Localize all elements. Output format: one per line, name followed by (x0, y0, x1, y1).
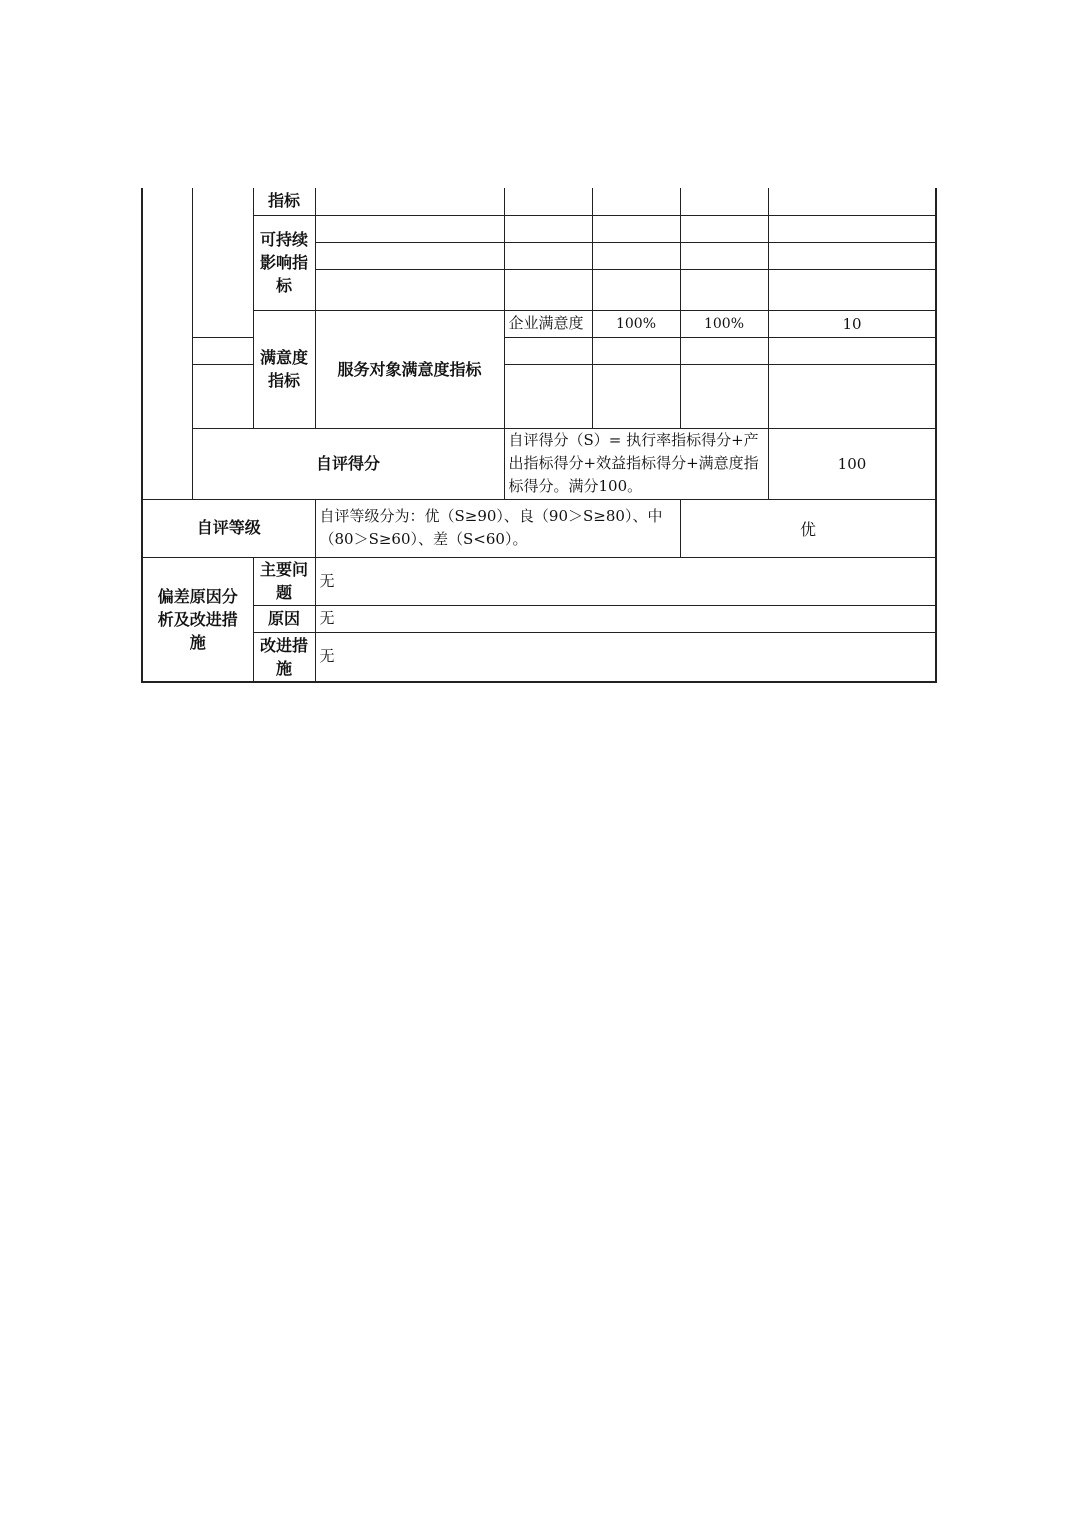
main-issue-value: 无 (315, 557, 936, 605)
score-cell (768, 337, 936, 364)
indicator-name-cell (192, 337, 253, 364)
table-row (142, 310, 936, 337)
actual-cell (592, 215, 680, 242)
indicator-name-cell (192, 364, 253, 428)
target-cell (504, 215, 592, 242)
score-cell (768, 215, 936, 242)
indicator-name-cell (315, 215, 504, 242)
table-row (142, 605, 936, 632)
table-row (142, 557, 936, 605)
target-cell (504, 269, 592, 310)
subcategory-cell-blank (192, 188, 253, 337)
actual-cell (592, 337, 680, 364)
weight-cell (680, 364, 768, 428)
actual-cell (592, 242, 680, 269)
target-cell (504, 337, 592, 364)
table-row (142, 188, 936, 215)
weight-cell (680, 215, 768, 242)
weight-cell (680, 242, 768, 269)
table-row (142, 632, 936, 682)
sustainability-indicator-label: 可持续影响指标 (253, 215, 315, 310)
weight-cell (680, 337, 768, 364)
enterprise-satisfaction-actual: 100% (680, 310, 768, 337)
table-row (142, 499, 936, 557)
indicator-name-cell (315, 242, 504, 269)
table-row (142, 215, 936, 242)
self-grade-rule: 自评等级分为：优（S≥90）、良（90＞S≥80）、中（80＞S≥60）、差（S<60）。 (315, 499, 680, 557)
table-row (142, 428, 936, 499)
actual-cell (592, 188, 680, 215)
main-issue-label: 主要问题 (253, 557, 315, 605)
enterprise-satisfaction-target: 100% (592, 310, 680, 337)
indicator-name-cell (315, 188, 504, 215)
weight-cell (680, 269, 768, 310)
deviation-analysis-label: 偏差原因分析及改进措施 (142, 557, 253, 682)
score-cell (768, 188, 936, 215)
score-cell (768, 242, 936, 269)
enterprise-satisfaction-name: 企业满意度 (504, 310, 592, 337)
measure-label: 改进措施 (253, 632, 315, 682)
score-cell (768, 364, 936, 428)
reason-value: 无 (315, 605, 936, 632)
performance-evaluation-table (141, 188, 937, 683)
indicator-name-cell (315, 269, 504, 310)
category-cell-blank (142, 188, 192, 499)
score-cell (768, 269, 936, 310)
actual-cell (592, 364, 680, 428)
self-score-full: 100 (768, 428, 936, 499)
target-cell (504, 364, 592, 428)
actual-cell (592, 269, 680, 310)
target-cell (504, 242, 592, 269)
self-score-label: 自评得分 (192, 428, 504, 499)
service-satisfaction-label: 服务对象满意度指标 (315, 310, 504, 428)
self-grade-label: 自评等级 (142, 499, 315, 557)
measure-value: 无 (315, 632, 936, 682)
satisfaction-indicator-label: 满意度指标 (253, 310, 315, 428)
effect-indicator-label-tail: 指标 (253, 188, 315, 215)
target-cell (504, 188, 592, 215)
self-score-formula: 自评得分（S）= 执行率指标得分+产出指标得分+效益指标得分+满意度指标得分。满分100。 (504, 428, 768, 499)
reason-label: 原因 (253, 605, 315, 632)
self-grade-value: 优 (680, 499, 936, 557)
enterprise-satisfaction-weight: 10 (768, 310, 936, 337)
weight-cell (680, 188, 768, 215)
